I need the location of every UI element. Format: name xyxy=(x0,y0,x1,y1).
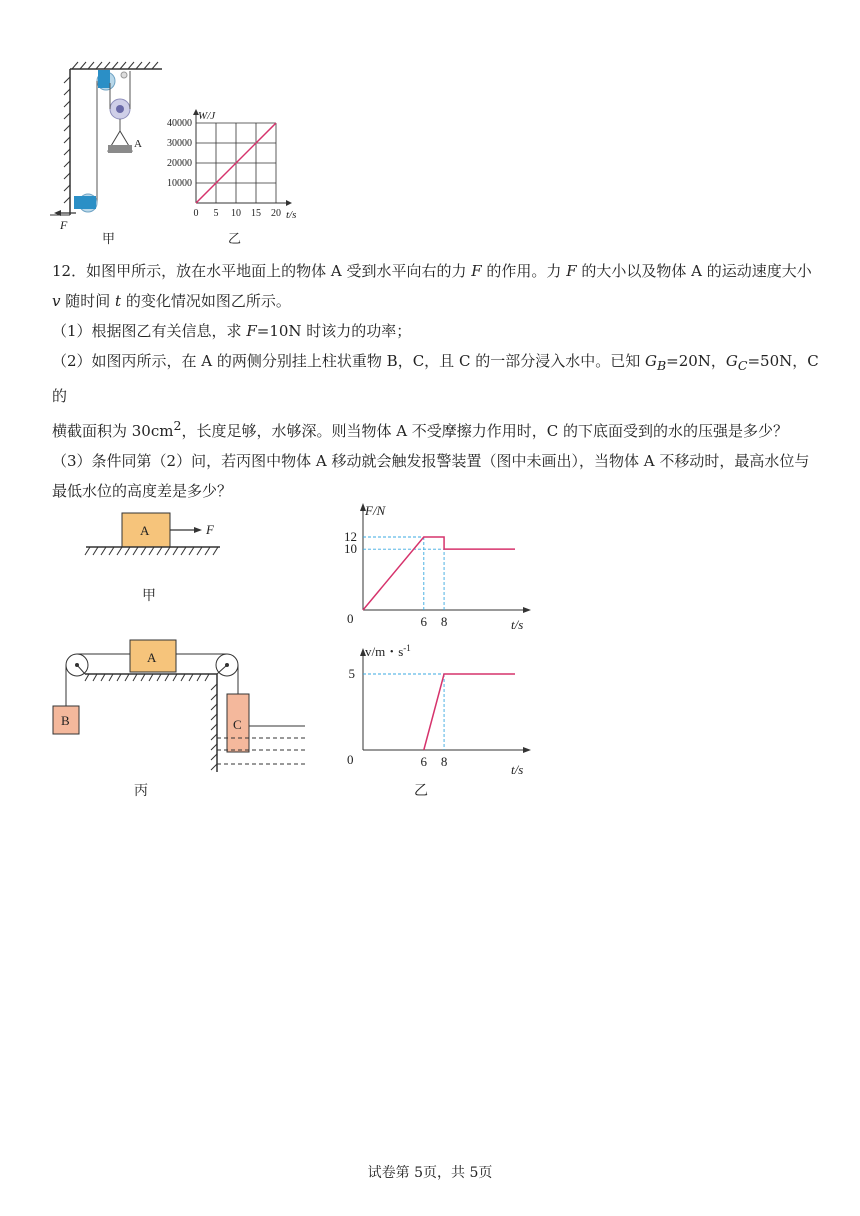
top-yi-caption: 乙 xyxy=(228,232,242,247)
jia-force-F: F xyxy=(206,522,214,537)
top-figure-jia xyxy=(50,55,170,245)
velocity-time-chart xyxy=(335,640,535,775)
top-figure-yi-chart xyxy=(160,105,310,225)
wt-ytick-label: 10000 xyxy=(167,178,192,189)
vt-ylabel-full: v/m・$s^{-1}$ xyxy=(365,643,411,659)
ft-ytick-label: 10 xyxy=(344,541,357,557)
ft-xtick-label: 8 xyxy=(440,614,448,629)
wt-xtick-label: 0 xyxy=(193,208,199,219)
jia-block-label: A xyxy=(140,523,150,538)
wt-xtick-label: 15 xyxy=(251,208,261,219)
problem-stem-line2: v 随时间 t 的变化情况如图乙所示。 xyxy=(52,292,291,310)
jia-force-label: F xyxy=(60,218,68,232)
ft-xlabel: t/s xyxy=(511,617,524,632)
wt-x-arrow xyxy=(286,200,292,206)
question-2: （2）如图丙所示，在 A 的两侧分别挂上柱状重物 B，C，且 C 的一部分浸入水中。已知 $G_B=20N$，$G_C=50N$，C 的 xyxy=(52,352,819,405)
page-footer: 试卷第 5页，共 5页 xyxy=(367,1165,493,1181)
wt-ylabel: W/J xyxy=(198,110,216,122)
wt-xtick-label: 5 xyxy=(213,208,219,219)
wt-xtick-label: 10 xyxy=(231,208,241,219)
vt-ytick-label: 5 xyxy=(348,666,355,681)
bing-label-A: A xyxy=(147,650,157,665)
bottom-yi-caption: 乙 xyxy=(414,783,428,799)
vt-xtick-label: 6 xyxy=(420,754,428,769)
problem-text xyxy=(52,256,822,506)
jia-object-label: A xyxy=(134,138,142,150)
ft-x-arrow xyxy=(523,607,531,613)
ft-ytick-label: 12 xyxy=(344,529,357,544)
bing-label-B: B xyxy=(61,713,70,728)
ft-xtick-label: 6 xyxy=(420,614,428,629)
wt-ytick-label: 30000 xyxy=(167,138,192,149)
top-jia-caption: 甲 xyxy=(102,232,116,247)
question-3: （3）条件同第（2）问，若丙图中物体 A 移动就会触发报警装置（图中未画出），当物体 A 不移动时，最高水位与 xyxy=(52,452,810,470)
bottom-bing-caption: 丙 xyxy=(134,783,148,799)
bottom-jia-caption: 甲 xyxy=(142,588,156,604)
wt-xtick-label: 20 xyxy=(271,208,281,219)
ft-ylabel: F/N xyxy=(365,503,386,518)
vt-origin: 0 xyxy=(347,752,354,767)
force-time-chart xyxy=(335,495,535,630)
vt-x-arrow xyxy=(523,747,531,753)
vt-series-line xyxy=(424,674,515,750)
wt-xlabel: t/s xyxy=(286,209,297,221)
ft-series-line xyxy=(363,537,515,610)
problem-stem: 12．如图甲所示，放在水平地面上的物体 A 受到水平向右的力 F 的作用。力 F 的大小以及物体 A 的运动速度大小 xyxy=(52,262,812,280)
question-3-line2: 最低水位的高度差是多少？ xyxy=(52,482,233,500)
question-1: （1）根据图乙有关信息，求 F=10N 时该力的功率； xyxy=(52,322,412,340)
ft-origin: 0 xyxy=(347,611,354,626)
bottom-figure-jia xyxy=(80,505,230,565)
bing-label-C: C xyxy=(233,717,242,732)
vt-xlabel: t/s xyxy=(511,762,524,777)
wt-ytick-label: 20000 xyxy=(167,158,192,169)
vt-xtick-label: 8 xyxy=(440,754,448,769)
wt-ytick-label: 40000 xyxy=(167,118,192,129)
question-2-line2: 横截面积为 $30cm^2$，长度足够，水够深。则当物体 A 不受摩擦力作用时，C 的下底面受到的水的压强是多少？ xyxy=(52,418,789,440)
bottom-figure-bing xyxy=(45,632,310,777)
